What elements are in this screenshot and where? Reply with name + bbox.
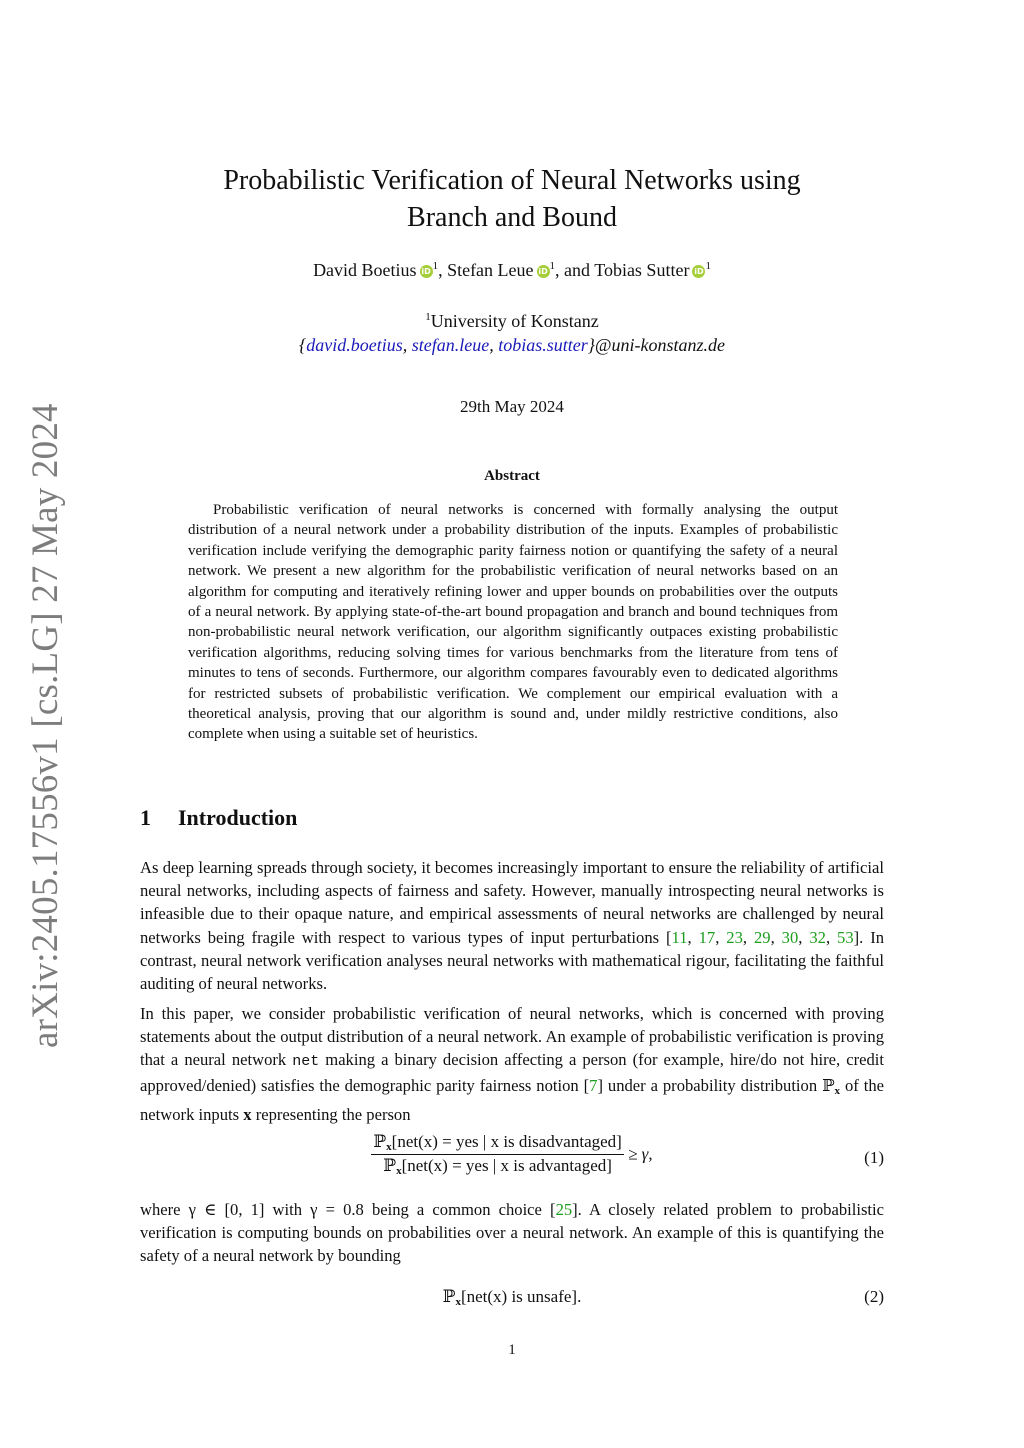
intro-paragraph-1: As deep learning spreads through society, it becomes increasingly important to ensure the reliability of artificial neural networks, including aspects of fairness and safety. However, manually introspecting neural networks is infeasible due to their opaque nature, and empirical assessments of neural networks are challenged by neural networks being fragile with respect to various types of input perturbations [11, 17, 23, 29, 30, 32, 53]. In contrast, neural network verification analyses neural networks with mathematical rigour, facilitating the faithful auditing of neural networks. bbox=[140, 858, 885, 994]
author-name: Tobias Sutter bbox=[594, 260, 690, 280]
citation-link[interactable]: 7 bbox=[589, 1075, 598, 1095]
paper-title bbox=[140, 162, 884, 236]
author-separator: , and bbox=[555, 260, 595, 280]
section-number: 1 bbox=[140, 805, 151, 830]
section-heading bbox=[140, 805, 297, 831]
author-affil-marker: 1 bbox=[705, 260, 711, 272]
email-link[interactable]: stefan.leue bbox=[411, 335, 490, 355]
title-line-1: Probabilistic Verification of Neural Networks using bbox=[223, 165, 801, 196]
publication-date: 29th May 2024 bbox=[460, 397, 564, 416]
section-title: Introduction bbox=[178, 805, 298, 830]
net-symbol: net bbox=[292, 1053, 320, 1071]
affiliation-block bbox=[140, 305, 884, 357]
email-link[interactable]: david.boetius bbox=[306, 335, 403, 355]
intro-paragraph-3: where γ ∈ [0, 1] with γ = 0.8 being a common choice [25]. A closely related problem to probabilistic verification is computing bounds on probabilities over a neural network. An example of this is quantifying the safety of a neural network by bounding bbox=[140, 1200, 884, 1266]
citation-link[interactable]: 30 bbox=[781, 927, 799, 947]
author-list bbox=[140, 260, 884, 281]
arxiv-identifier: arXiv:2405.17556v1 [cs.LG] 27 May 2024 bbox=[25, 403, 66, 1048]
equation-2: ℙ$_x$[net(x) is unsafe]. (2) bbox=[442, 1287, 884, 1308]
title-line-2: Branch and Bound bbox=[407, 202, 617, 233]
orcid-icon[interactable]: iD bbox=[421, 267, 431, 276]
author-separator: , bbox=[438, 260, 448, 280]
eq1-fraction bbox=[371, 1132, 623, 1177]
citation-link[interactable]: 17 bbox=[698, 927, 716, 947]
citation-link[interactable]: 29 bbox=[753, 927, 771, 947]
abstract-heading: Abstract bbox=[484, 468, 540, 484]
citation-link[interactable]: 11 bbox=[671, 927, 688, 947]
email-link[interactable]: tobias.sutter bbox=[498, 335, 588, 355]
equation-1 bbox=[140, 1132, 884, 1184]
intro-paragraph-2: In this paper, we consider probabilistic verification of neural networks, which is concerned with proving statements about the output distribution of a neural network. An example of probabilistic verification is proving that a neural network net making a binary decision affecting a person (for example, hire/do not hire, credit approved/denied) satisfies the demographic parity fairness notion [7] under a probability distribution ℙ$_x$ of the network inputs x representing the person bbox=[140, 1004, 884, 1124]
orcid-icon[interactable]: iD bbox=[538, 267, 548, 276]
citation-link[interactable]: 53 bbox=[837, 927, 854, 947]
author-affil-marker: 1 bbox=[432, 260, 439, 272]
orcid-icon[interactable]: iD bbox=[694, 267, 704, 276]
author-name: David Boetius bbox=[313, 260, 417, 280]
equation-number: (2) bbox=[864, 1287, 884, 1306]
eq1-rhs: ≥ γ, bbox=[628, 1144, 653, 1164]
citation-link[interactable]: 23 bbox=[726, 927, 743, 947]
citation-link[interactable]: 25 bbox=[555, 1200, 573, 1219]
affiliation-name: University of Konstanz bbox=[430, 311, 599, 331]
affil-marker: 1 bbox=[425, 311, 431, 323]
author-name: Stefan Leue bbox=[447, 260, 534, 280]
page-number: 1 bbox=[508, 1342, 516, 1358]
author-affil-marker: 1 bbox=[549, 260, 556, 272]
equation-number: (1) bbox=[864, 1148, 884, 1167]
citation-link[interactable]: 32 bbox=[809, 927, 826, 947]
eq1-denominator: ℙ$_x$[net(x) = yes | x is advantaged] bbox=[383, 1156, 612, 1177]
eq1-numerator: ℙ$_x$[net(x) = yes | x is disadvantaged] bbox=[373, 1132, 622, 1153]
abstract-text: Probabilistic verification of neural networks is concerned with formally analysing the output distribution of a neural network under a probability distribution of the inputs. Examples of probabilistic verification include verifying the demographic parity fairness notion or quantifying the safety of a neural network. We present a new algorithm for the probabilistic verification of neural networks based on an algorithm for computing and iteratively refining lower and upper bounds on probabilities over the outputs of a neural network. By applying state-of-the-art bound propagation and branch and bound techniques from non-probabilistic neural network verification, our algorithm significantly outpaces existing probabilistic verification algorithms, reducing solving times for various benchmarks from the literature from tens of minutes to tens of seconds. Furthermore, our algorithm compares favourably even to dedicated algorithms for restricted subsets of probabilistic verification. We complement our empirical evaluation with a theoretical analysis, proving that our algorithm is sound and, under mildly restrictive conditions, also complete when using a suitable set of heuristics. bbox=[188, 502, 838, 743]
author-emails: {david.boetius, stefan.leue, tobias.sutter}@uni-konstanz.de bbox=[299, 335, 725, 355]
